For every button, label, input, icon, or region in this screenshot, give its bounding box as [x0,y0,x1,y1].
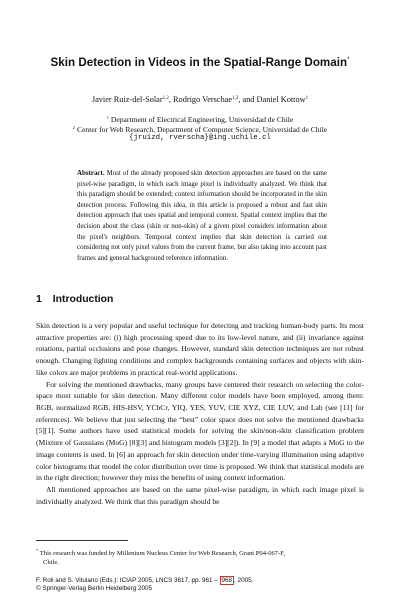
author-1-affil: 1,2 [162,96,169,101]
footnote-marker: * [36,548,39,553]
abstract-label: Abstract. [77,169,105,177]
section-number: 1 [36,294,42,305]
paper-title [0,56,400,69]
last-page-link[interactable]: 968 [221,577,233,584]
section-title: Introduction [52,294,114,305]
affiliation-1-text: Department of Electrical Engineering, Universidad de Chile [110,115,294,124]
author-3: Daniel Kottow [256,95,306,104]
abstract-text: Most of the already proposed skin detection approaches are based on the same pixel-wise paradigm, in which each image pixel is individually analyzed. We think that this paradigm should be extended; context information should be incorporated in the skin detection process. Following this idea, in this article is proposed a robust and fast skin detection approach that uses spatial and temporal context. Spatial context implies that the decision about the class (skin or non-skin) of a given pixel considers information about the pixel's neighbors. Temporal context implies that skin detection is carried out considering not only pixel values from the current frame, but also taking into account past frames and general background reference information. [77,169,327,262]
author-email: {jruizd, rverscha}@ing.uchile.cl [129,134,271,142]
paper-title-text: Skin Detection in Videos in the Spatial-Range Domain [50,56,348,69]
imprint [36,577,364,594]
footnote-rule [36,540,128,541]
author-2: Rodrigo Verschae [173,95,233,104]
footnote-text-continued: Chile. [43,559,59,566]
affiliation-2-text: Center for Web Research, Department of Computer Science, Universidad de Chile [77,125,328,134]
paragraph: Skin detection is a very popular and useful technique for detecting and tracking human-body parts. Its most attractive properties are: (i) high processing speed due to its low-level nature, and (ii) invariance against rotations, partial occlusions and pose changes. However, standard skin detection techniques are not robust enough. Changing lighting conditions and complex backgrounds containing surfaces and objects with skin-like colors are major problems in practical real-world applications. [36,321,364,377]
affiliation-1-marker: 1 [106,115,109,120]
imprint-year: , 2005. [234,577,254,584]
copyright: © Springer-Verlag Berlin Heidelberg 2005 [36,585,152,593]
author-separator: , [168,95,174,104]
paragraph: All mentioned approaches are based on the same pixel-wise paradigm, in which each image pixel is individually analyzed. We think that this paradigm should be [36,485,364,506]
author-separator: , and [238,95,257,104]
author-list [0,95,400,104]
footnote [36,546,364,567]
title-footnote-marker: * [347,57,350,63]
imprint-citation: F. Roli and S. Vitulano (Eds.): ICIAP 2005, LNCS 3617, pp. 961 – [36,577,220,584]
section-heading [36,294,113,305]
abstract [77,168,327,263]
body-text [36,320,364,508]
author-3-affil: 1 [305,96,309,101]
paragraph: For solving the mentioned drawbacks, many groups have centered their research on selecting the color-space most suitable for skin detection. Many different color models have been employed, among them: RGB, normalized RGB, HIS-HSV, YCbCr, YIQ, YES, YUV, CIE XYZ, CIE LUV, and Lab (see [11] for references). We believe that just selecting the “best” color space does not solve the mentioned drawbacks [5][1]. Some authors have used statistical models for solving the skin/non-skin classification problem (Mixture of Gaussians (MoG) [8][3] and histogram models [3][2]). In [9] a model that adapts a MoG to the image contents is used. In [6] an approach for skin detection under time-varying illumination using adaptive color histograms that model the color distribution over time is proposed. We think that statistical models are in the right direction; however they miss the benefits of using context information. [36,379,364,483]
author-2-affil: 1,2 [232,96,239,101]
author-1: Javier Ruiz-del-Solar [91,95,163,104]
affiliation-2-marker: 2 [72,125,76,130]
footnote-text: This research was funded by Millenium Nucleus Center for Web Research, Grant P04-067-F, [39,550,286,557]
affiliation-2 [0,123,400,134]
